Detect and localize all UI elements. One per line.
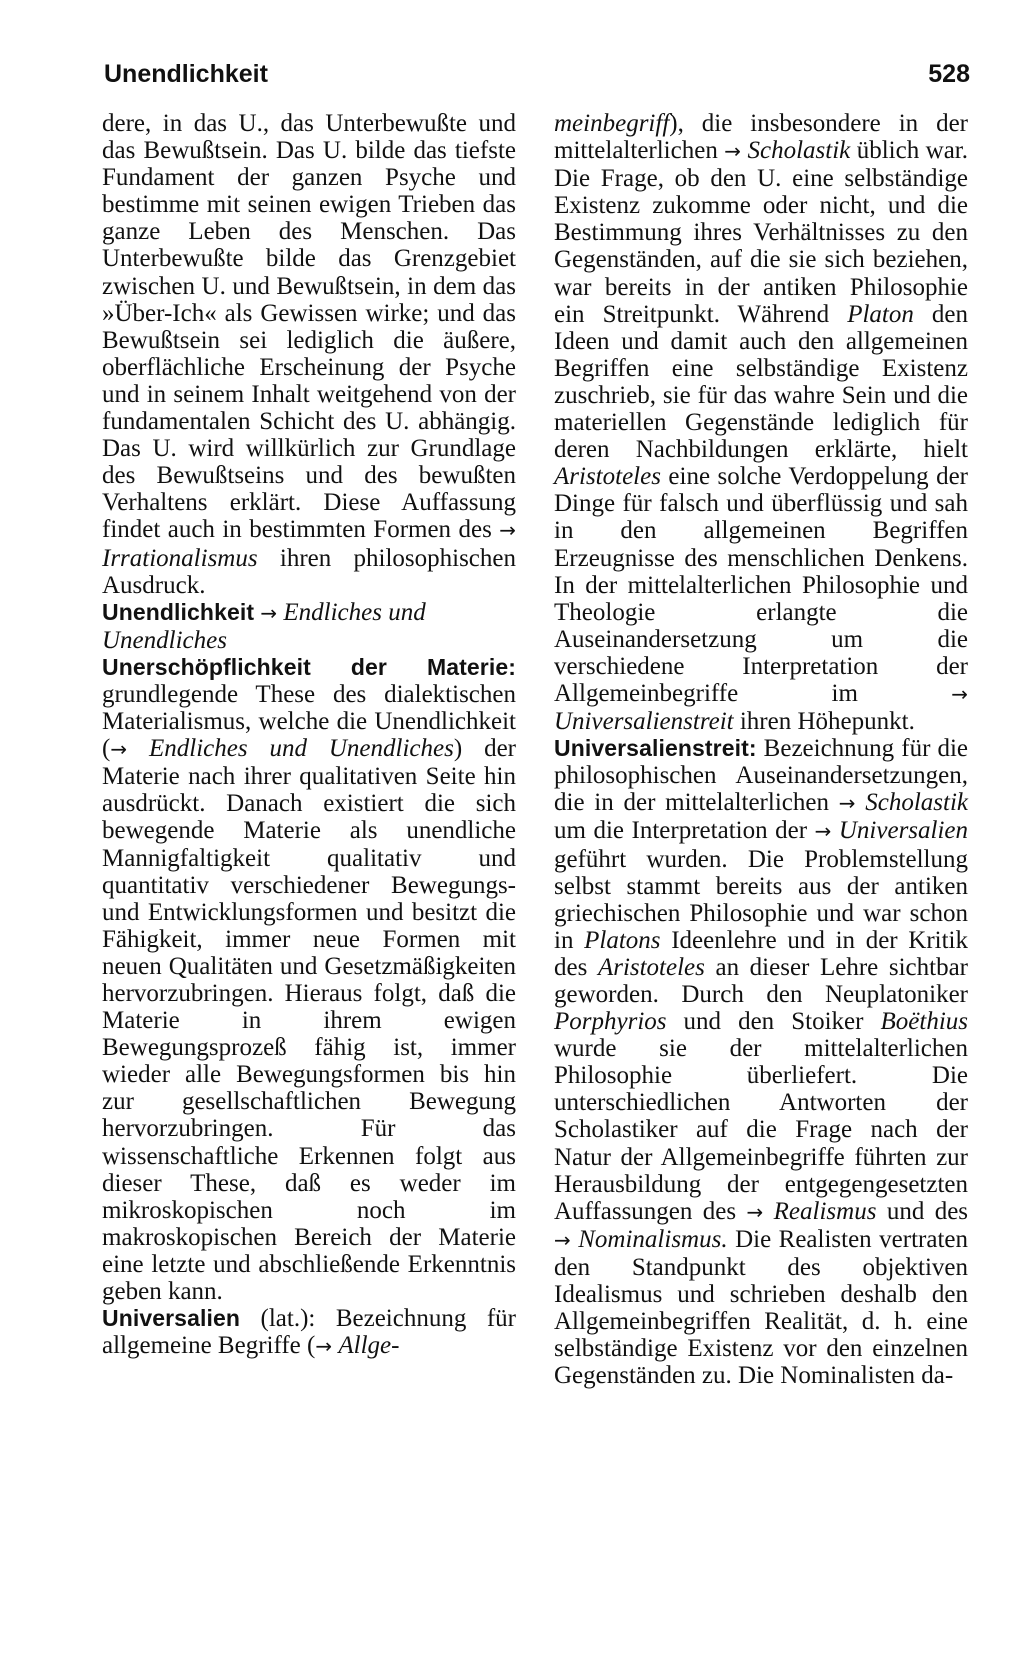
entry-text-end: Die Realisten vertraten den Standpunkt des objektiven Idealismus und schrieben deshalb den Allgemeinbegriffen Realität, d. h. eine selbständige Existenz vor den einzelnen Gegenständen zu. Die Nominalisten da- [554, 1225, 968, 1390]
cross-reference-link[interactable]: meinbegriff [554, 110, 670, 137]
cross-reference-link[interactable]: Universalien [838, 817, 969, 845]
entry-universalien [102, 1305, 516, 1360]
entry-text: Bezeichnung für die philosophischen Auseinandersetzungen, die in der mittelalterlichen [554, 735, 969, 817]
continuation-text: dere, in das U., das Unterbewußte und das Bewußtsein. Das U. bilde das tiefste Fundament der ganzen Psyche und bestimme mit seinen ewigen Trieben das ganze Leben des Menschen. Das Unterbewußte bilde das Grenzgebiet zwischen U. und Bewußtsein, in dem das »Über-Ich« als Gewissen wirke; und das Bewußtsein sei lediglich die äußere, oberflächliche Erscheinung der Psyche und in seinem Inhalt weitgehend von der fundamentalen Schicht des U. abhängig. Das U. wird willkürlich zur Grundlage des Bewußtseins und des bewußten Verhaltens erklärt. Diese Auffassung findet auch in bestimmten Formen des [102, 110, 516, 544]
left-column [102, 110, 516, 1360]
entry-text: und den Stoiker [683, 1008, 864, 1036]
cross-reference-arrow-icon: → [554, 1227, 571, 1252]
cross-reference-arrow-icon: → [260, 600, 278, 625]
right-column [554, 110, 968, 1389]
person-name: Platon [847, 300, 914, 328]
person-name: Porphyrios [554, 1008, 667, 1036]
entry-text: (lat.): Bezeichnung für allgemeine Begriffe ( [102, 1305, 516, 1360]
entry-text: und des [886, 1197, 969, 1225]
entry-universalienstreit [554, 735, 968, 1389]
entry-text: an dieser Lehre sichtbar geworden. Durch den Neuplatoniker [554, 953, 969, 1008]
person-name: Aristoteles [597, 953, 705, 981]
cross-reference-link[interactable]: Allge- [338, 1332, 400, 1360]
cross-reference-link[interactable]: Scholastik [865, 789, 968, 817]
running-head [104, 54, 970, 94]
entry-headword: Universalienstreit: [554, 735, 757, 762]
continuation-text: den Ideen und damit auch den allgemeinen Begriffen eine selbständige Existenz zuschrieb, sie für das wahre Sein und die materiellen Gegenstände lediglich für deren Nachbildungen erklärte, hielt [554, 300, 969, 464]
person-name: Platons [584, 926, 661, 954]
person-name: Boëthius [880, 1008, 968, 1036]
entry-text: wurde sie der mittelalterlichen Philosophie überliefert. Die unterschiedlichen Antworten der Scholastiker auf die Frage nach der Natur der Allgemeinbegriffe führten zur Herausbildung der entgegengesetzten Auffassungen des [554, 1035, 968, 1225]
person-name: Aristoteles [554, 463, 661, 491]
entry-continuation [102, 110, 516, 599]
running-head-title: Unendlichkeit [104, 60, 268, 88]
cross-reference-arrow-icon: → [951, 681, 968, 706]
entry-headword: Unerschöpflichkeit der Materie: [102, 653, 516, 680]
cross-reference-arrow-icon: → [315, 1334, 333, 1359]
cross-reference-link[interactable]: Universalienstreit [554, 708, 734, 736]
cross-reference-link[interactable]: Irrationalismus [102, 544, 258, 572]
cross-reference-link[interactable]: Endliches und Unendliches [149, 735, 454, 763]
entry-text-end: ) der Materie nach ihrer qualitativen Seite hin ausdrückt. Danach existiert die sich bewegende Materie als unendliche Mannigfaltigkeit qualitativ und quantitativ verschiedener Bewegungs- und Entwicklungsformen und besitzt die Fähigkeit, immer neue Formen mit neuen Qualitäten und Gesetzmäßigkeiten hervorzubringen. Hieraus folgt, daß die Materie in ihrem ewigen Bewegungsprozeß fähig ist, immer wieder alle Bewegungsformen bis hin zur gesellschaftlichen Bewegung hervorzubringen. Für das wissenschaftliche Erkennen folgt aus dieser These, daß es weder im mikroskopischen noch im makroskopischen Bereich der Materie eine letzte und abschließende Erkenntnis geben kann. [102, 735, 517, 1306]
entry-text: Ideenlehre und in der Kritik des [554, 926, 969, 981]
entry-unerschoepflichkeit [102, 654, 516, 1305]
cross-reference-link[interactable]: Endliches und Unendliches [102, 598, 426, 654]
cross-reference-arrow-icon: → [724, 139, 742, 164]
cross-reference-arrow-icon: → [499, 518, 516, 543]
continuation-text: eine solche Verdoppelung der Dinge für falsch und überflüssig und sah in den allgemeinen Begriffen Erzeugnisse des menschlichen Denkens. In der mittelalterlichen Philosophie und Theologie erlangte die Auseinandersetzung um die verschiedene Interpretation der Allgemeinbegriffe im [554, 463, 968, 707]
entry-unendlichkeit [102, 599, 516, 654]
cross-reference-arrow-icon: → [814, 819, 832, 844]
continuation-text-end: ihren philosophischen Ausdruck. [102, 544, 517, 599]
entry-text: grundlegende These des dialektischen Materialismus, welche die Unendlichkeit ( [102, 680, 516, 763]
entry-headword: Universalien [102, 1305, 240, 1332]
entry-headword: Unendlichkeit [102, 598, 255, 625]
continuation-text-end: ihren Höhepunkt. [739, 708, 915, 736]
continuation-text: üblich war. Die Frage, ob den U. eine selbständige Existenz zukomme oder nicht, und die Bestimmung ihres Verhältnisses zu den Gegenständen, auf die sie sich beziehen, war bereits in der antiken Philosophie ein Streitpunkt. Während [554, 137, 969, 328]
cross-reference-link[interactable]: Realismus [773, 1197, 877, 1225]
entry-text: geführt wurden. Die Problemstellung selbst stammt bereits aus der antiken griechischen Philosophie und war schon in [554, 845, 968, 954]
entry-continuation [554, 110, 968, 735]
page-number: 528 [928, 60, 970, 88]
cross-reference-link[interactable]: Scholastik [747, 137, 851, 165]
cross-reference-arrow-icon: → [110, 737, 128, 762]
entry-text: um die Interpretation der [554, 817, 808, 845]
cross-reference-link[interactable]: Nominalismus. [578, 1225, 728, 1253]
cross-reference-arrow-icon: → [838, 791, 856, 816]
continuation-text: ), die insbesondere in der mittelalterlichen [554, 110, 968, 165]
cross-reference-arrow-icon: → [746, 1199, 764, 1224]
